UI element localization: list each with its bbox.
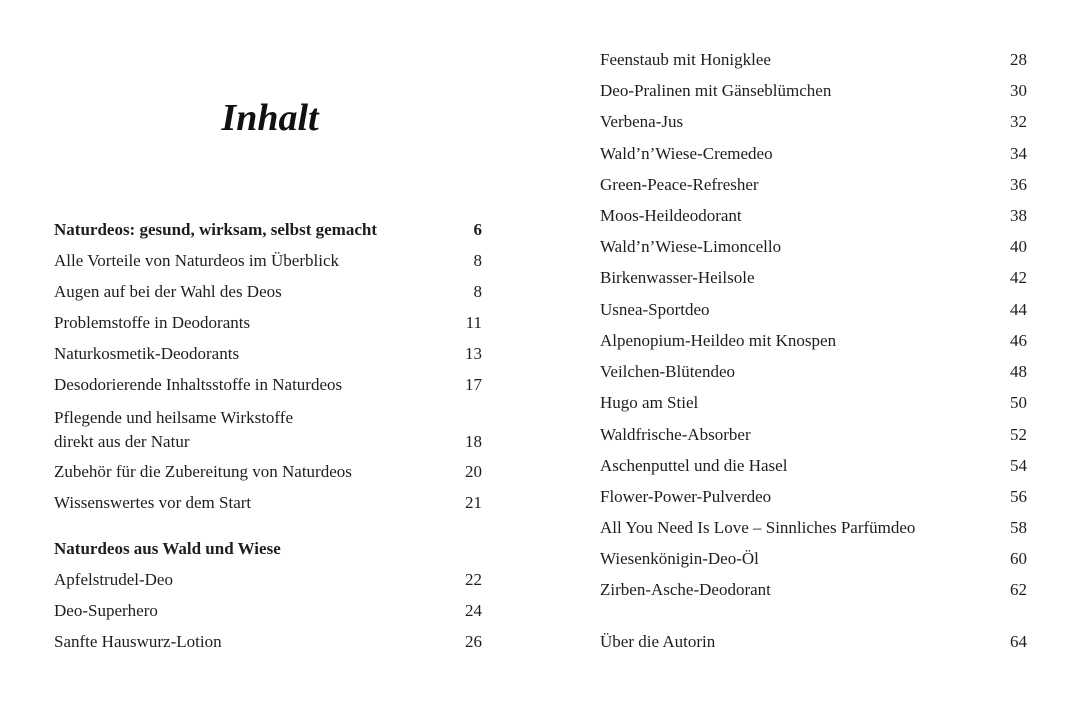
toc-entry-page: 42 bbox=[1010, 268, 1027, 287]
toc-entry-page: 20 bbox=[465, 462, 482, 481]
toc-entry[interactable] bbox=[54, 632, 482, 652]
toc-entry-label: Naturdeos: gesund, wirksam, selbst gemacht bbox=[54, 220, 377, 239]
toc-entry-label: Flower-Power-Pulverdeo bbox=[600, 487, 772, 506]
toc-entry-page: 11 bbox=[465, 313, 482, 332]
toc-entry[interactable] bbox=[600, 206, 1027, 226]
toc-entry-label: Moos-Heildeodorant bbox=[600, 206, 742, 225]
toc-section-heading-label: Naturdeos aus Wald und Wiese bbox=[54, 539, 281, 558]
toc-entry[interactable] bbox=[54, 251, 482, 271]
toc-entry-label: Zirben-Asche-Deodorant bbox=[600, 580, 771, 599]
toc-entry[interactable] bbox=[54, 601, 482, 621]
toc-entry-page: 21 bbox=[465, 493, 482, 512]
toc-entry-label: Zubehör für die Zubereitung von Naturdeos bbox=[54, 462, 352, 481]
toc-entry-label: Augen auf bei der Wahl des Deos bbox=[54, 282, 282, 301]
toc-entry[interactable] bbox=[600, 300, 1027, 320]
toc-entry-page: 24 bbox=[465, 601, 482, 620]
toc-entry-page: 28 bbox=[1010, 50, 1027, 69]
toc-entry-page: 58 bbox=[1010, 518, 1027, 537]
toc-entry-page: 6 bbox=[473, 220, 482, 239]
toc-entry-page: 62 bbox=[1010, 580, 1027, 599]
toc-entry-page: 17 bbox=[465, 375, 482, 394]
toc-entry[interactable] bbox=[54, 375, 482, 395]
toc-entry-label: Wiesenkönigin-Deo-Öl bbox=[600, 549, 759, 568]
toc-entry-label: Deo-Pralinen mit Gänseblümchen bbox=[600, 81, 832, 100]
toc-entry[interactable] bbox=[600, 549, 1027, 569]
toc-entry-label: Sanfte Hauswurz-Lotion bbox=[54, 632, 222, 651]
toc-entry[interactable] bbox=[600, 112, 1027, 132]
toc-entry-page: 54 bbox=[1010, 456, 1027, 475]
toc-entry-page: 56 bbox=[1010, 487, 1027, 506]
toc-entry-label: Problemstoffe in Deodorants bbox=[54, 313, 251, 332]
toc-entry-label: Feenstaub mit Honigklee bbox=[600, 50, 771, 69]
toc-entry[interactable] bbox=[600, 331, 1027, 351]
toc-entry[interactable] bbox=[600, 268, 1027, 288]
toc-entry-page: 22 bbox=[465, 570, 482, 589]
toc-entry-label: All You Need Is Love – Sinnliches Parfümdeo bbox=[600, 518, 916, 537]
toc-entry-page: 18 bbox=[465, 432, 482, 451]
toc-entry-page: 64 bbox=[1010, 632, 1027, 651]
toc-section-heading[interactable] bbox=[54, 220, 482, 240]
toc-entry-page: 44 bbox=[1010, 300, 1027, 319]
toc-entry[interactable] bbox=[600, 393, 1027, 413]
toc-entry-label: Deo-Superhero bbox=[54, 601, 158, 620]
toc-entry[interactable] bbox=[600, 518, 1027, 538]
toc-entry[interactable] bbox=[54, 344, 482, 364]
toc-entry-page: 46 bbox=[1010, 331, 1027, 350]
toc-entry-page: 38 bbox=[1010, 206, 1027, 225]
toc-entry-label: Wald’n’Wiese-Cremedeo bbox=[600, 144, 773, 163]
toc-entry-label: Apfelstrudel-Deo bbox=[54, 570, 173, 589]
toc-entry[interactable] bbox=[600, 237, 1027, 257]
toc-entry[interactable] bbox=[54, 462, 482, 482]
toc-entry-page: 36 bbox=[1010, 175, 1027, 194]
toc-entry-label: Verbena-Jus bbox=[600, 112, 684, 131]
toc-entry-page: 60 bbox=[1010, 549, 1027, 568]
toc-entry[interactable] bbox=[600, 144, 1027, 164]
toc-entry-author[interactable] bbox=[600, 632, 1027, 652]
toc-entry-label: Desodorierende Inhaltsstoffe in Naturdeos bbox=[54, 375, 343, 394]
toc-entry[interactable] bbox=[600, 580, 1027, 600]
toc-entry[interactable] bbox=[54, 570, 482, 590]
toc-entry-label: Über die Autorin bbox=[600, 632, 716, 651]
toc-entry[interactable] bbox=[600, 362, 1027, 382]
toc-entry-label-line2: direkt aus der Natur bbox=[54, 432, 190, 451]
toc-entry-label-line1: Pflegende und heilsame Wirkstoffe bbox=[54, 408, 293, 427]
toc-entry[interactable] bbox=[600, 425, 1027, 445]
toc-entry-multiline[interactable] bbox=[54, 406, 482, 454]
toc-entry-page: 26 bbox=[465, 632, 482, 651]
toc-entry-label: Veilchen-Blütendeo bbox=[600, 362, 736, 381]
toc-entry-page: 32 bbox=[1010, 112, 1027, 131]
toc-entry[interactable] bbox=[54, 493, 482, 513]
toc-entry-label: Alpenopium-Heildeo mit Knospen bbox=[600, 331, 837, 350]
toc-entry-page: 48 bbox=[1010, 362, 1027, 381]
toc-entry-label: Wald’n’Wiese-Limoncello bbox=[600, 237, 782, 256]
toc-entry-page: 52 bbox=[1010, 425, 1027, 444]
toc-entry-label bbox=[54, 406, 293, 454]
toc-entry-label: Usnea-Sportdeo bbox=[600, 300, 710, 319]
toc-entry[interactable] bbox=[54, 313, 482, 333]
toc-entry-label: Hugo am Stiel bbox=[600, 393, 699, 412]
page-title: Inhalt bbox=[221, 97, 319, 139]
toc-entry-label: Alle Vorteile von Naturdeos im Überblick bbox=[54, 251, 340, 270]
toc-entry-page: 8 bbox=[473, 251, 482, 270]
toc-entry-page: 13 bbox=[465, 344, 482, 363]
toc-entry[interactable] bbox=[54, 282, 482, 302]
toc-entry[interactable] bbox=[600, 81, 1027, 101]
toc-entry-label: Green-Peace-Refresher bbox=[600, 175, 759, 194]
toc-entry-page: 40 bbox=[1010, 237, 1027, 256]
toc-entry[interactable] bbox=[600, 50, 1027, 70]
toc-entry[interactable] bbox=[600, 175, 1027, 195]
toc-entry-page: 34 bbox=[1010, 144, 1027, 163]
toc-entry[interactable] bbox=[600, 456, 1027, 476]
toc-entry-page: 8 bbox=[473, 282, 482, 301]
toc-section-heading[interactable] bbox=[54, 539, 482, 559]
toc-entry[interactable] bbox=[600, 487, 1027, 507]
toc-entry-label: Naturkosmetik-Deodorants bbox=[54, 344, 240, 363]
toc-entry-label: Waldfrische-Absorber bbox=[600, 425, 751, 444]
toc-entry-page: 30 bbox=[1010, 81, 1027, 100]
toc-entry-label: Wissenswertes vor dem Start bbox=[54, 493, 252, 512]
toc-entry-label: Aschenputtel und die Hasel bbox=[600, 456, 788, 475]
toc-entry-page: 50 bbox=[1010, 393, 1027, 412]
toc-entry-label: Birkenwasser-Heilsole bbox=[600, 268, 755, 287]
